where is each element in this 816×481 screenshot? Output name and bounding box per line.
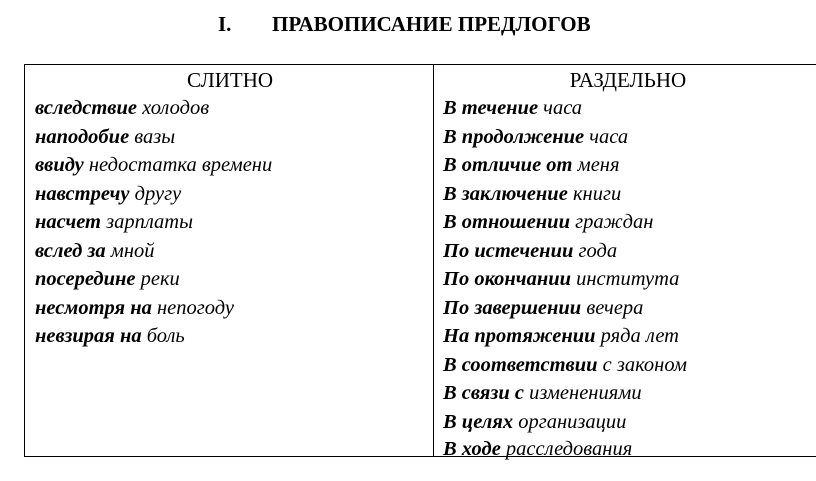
preposition-row	[443, 180, 813, 209]
preposition-example: с законом	[597, 353, 687, 376]
preposition-keyword: На протяжении	[443, 325, 596, 347]
preposition-row	[443, 208, 813, 237]
section-number: I.	[218, 12, 232, 36]
preposition-row	[443, 151, 813, 180]
preposition-row	[35, 123, 430, 152]
preposition-keyword: По истечении	[443, 239, 574, 262]
prepositions-table	[24, 64, 816, 460]
preposition-row	[35, 294, 430, 323]
preposition-row	[443, 265, 813, 294]
preposition-keyword: В соответствии	[443, 353, 598, 376]
preposition-keyword: В связи с	[443, 382, 524, 404]
preposition-example: организации	[513, 410, 627, 433]
preposition-keyword: несмотря на	[35, 296, 152, 319]
preposition-keyword: В течение	[443, 97, 539, 119]
preposition-keyword: навстречу	[35, 182, 130, 205]
preposition-keyword: По завершении	[443, 296, 582, 319]
preposition-keyword: насчет	[35, 211, 101, 233]
preposition-keyword: В ходе	[443, 438, 501, 460]
column-header-separate: РАЗДЕЛЬНО	[569, 68, 687, 92]
column-separate	[443, 65, 813, 462]
column-header-together: СЛИТНО	[186, 68, 274, 92]
preposition-row	[443, 294, 813, 323]
preposition-example: изменениями	[523, 382, 642, 404]
preposition-example: часа	[584, 125, 629, 148]
preposition-keyword: посередине	[35, 268, 136, 290]
preposition-example: зарплаты	[101, 211, 193, 233]
preposition-example: книги	[567, 182, 622, 205]
preposition-example: ряда лет	[595, 325, 679, 347]
preposition-example: граждан	[569, 211, 654, 233]
preposition-example: часа	[538, 97, 583, 119]
preposition-row	[443, 94, 813, 123]
preposition-example: боль	[141, 325, 185, 347]
preposition-example: вазы	[129, 125, 176, 148]
preposition-keyword: В заключение	[443, 182, 568, 205]
preposition-keyword: вслед за	[35, 239, 106, 262]
preposition-example: мной	[105, 239, 155, 262]
preposition-row	[443, 436, 813, 462]
preposition-row	[35, 208, 430, 237]
preposition-example: холодов	[136, 97, 210, 119]
preposition-example: реки	[135, 268, 180, 290]
column-divider	[433, 65, 434, 456]
preposition-row	[35, 322, 430, 351]
preposition-keyword: В целях	[443, 410, 514, 433]
preposition-row	[35, 180, 430, 209]
preposition-example: другу	[129, 182, 182, 205]
preposition-keyword: вследствие	[35, 97, 137, 119]
preposition-keyword: По окончании	[443, 268, 572, 290]
preposition-keyword: В отличие от	[443, 154, 573, 176]
preposition-example: вечера	[581, 296, 644, 319]
preposition-row	[35, 265, 430, 294]
preposition-row	[443, 322, 813, 351]
preposition-example: меня	[572, 154, 620, 176]
preposition-example: года	[573, 239, 618, 262]
preposition-row	[443, 351, 813, 380]
preposition-example: института	[571, 268, 680, 290]
together-list	[35, 94, 430, 351]
section-title: ПРАВОПИСАНИЕ ПРЕДЛОГОВ	[272, 12, 591, 36]
preposition-keyword: В отношении	[443, 211, 570, 233]
preposition-example: расследования	[500, 438, 633, 460]
preposition-row	[443, 379, 813, 408]
section-heading	[0, 8, 816, 40]
preposition-keyword: В продолжение	[443, 125, 585, 148]
column-together	[35, 65, 430, 351]
preposition-keyword: наподобие	[35, 125, 130, 148]
separate-list	[443, 94, 813, 462]
preposition-row	[443, 408, 813, 437]
preposition-row	[35, 151, 430, 180]
preposition-row	[35, 94, 430, 123]
preposition-example: непогоду	[151, 296, 234, 319]
preposition-keyword: ввиду	[35, 154, 84, 176]
preposition-row	[443, 237, 813, 266]
preposition-keyword: невзирая на	[35, 325, 142, 347]
preposition-row	[443, 123, 813, 152]
preposition-example: недостатка времени	[83, 154, 273, 176]
preposition-row	[35, 237, 430, 266]
